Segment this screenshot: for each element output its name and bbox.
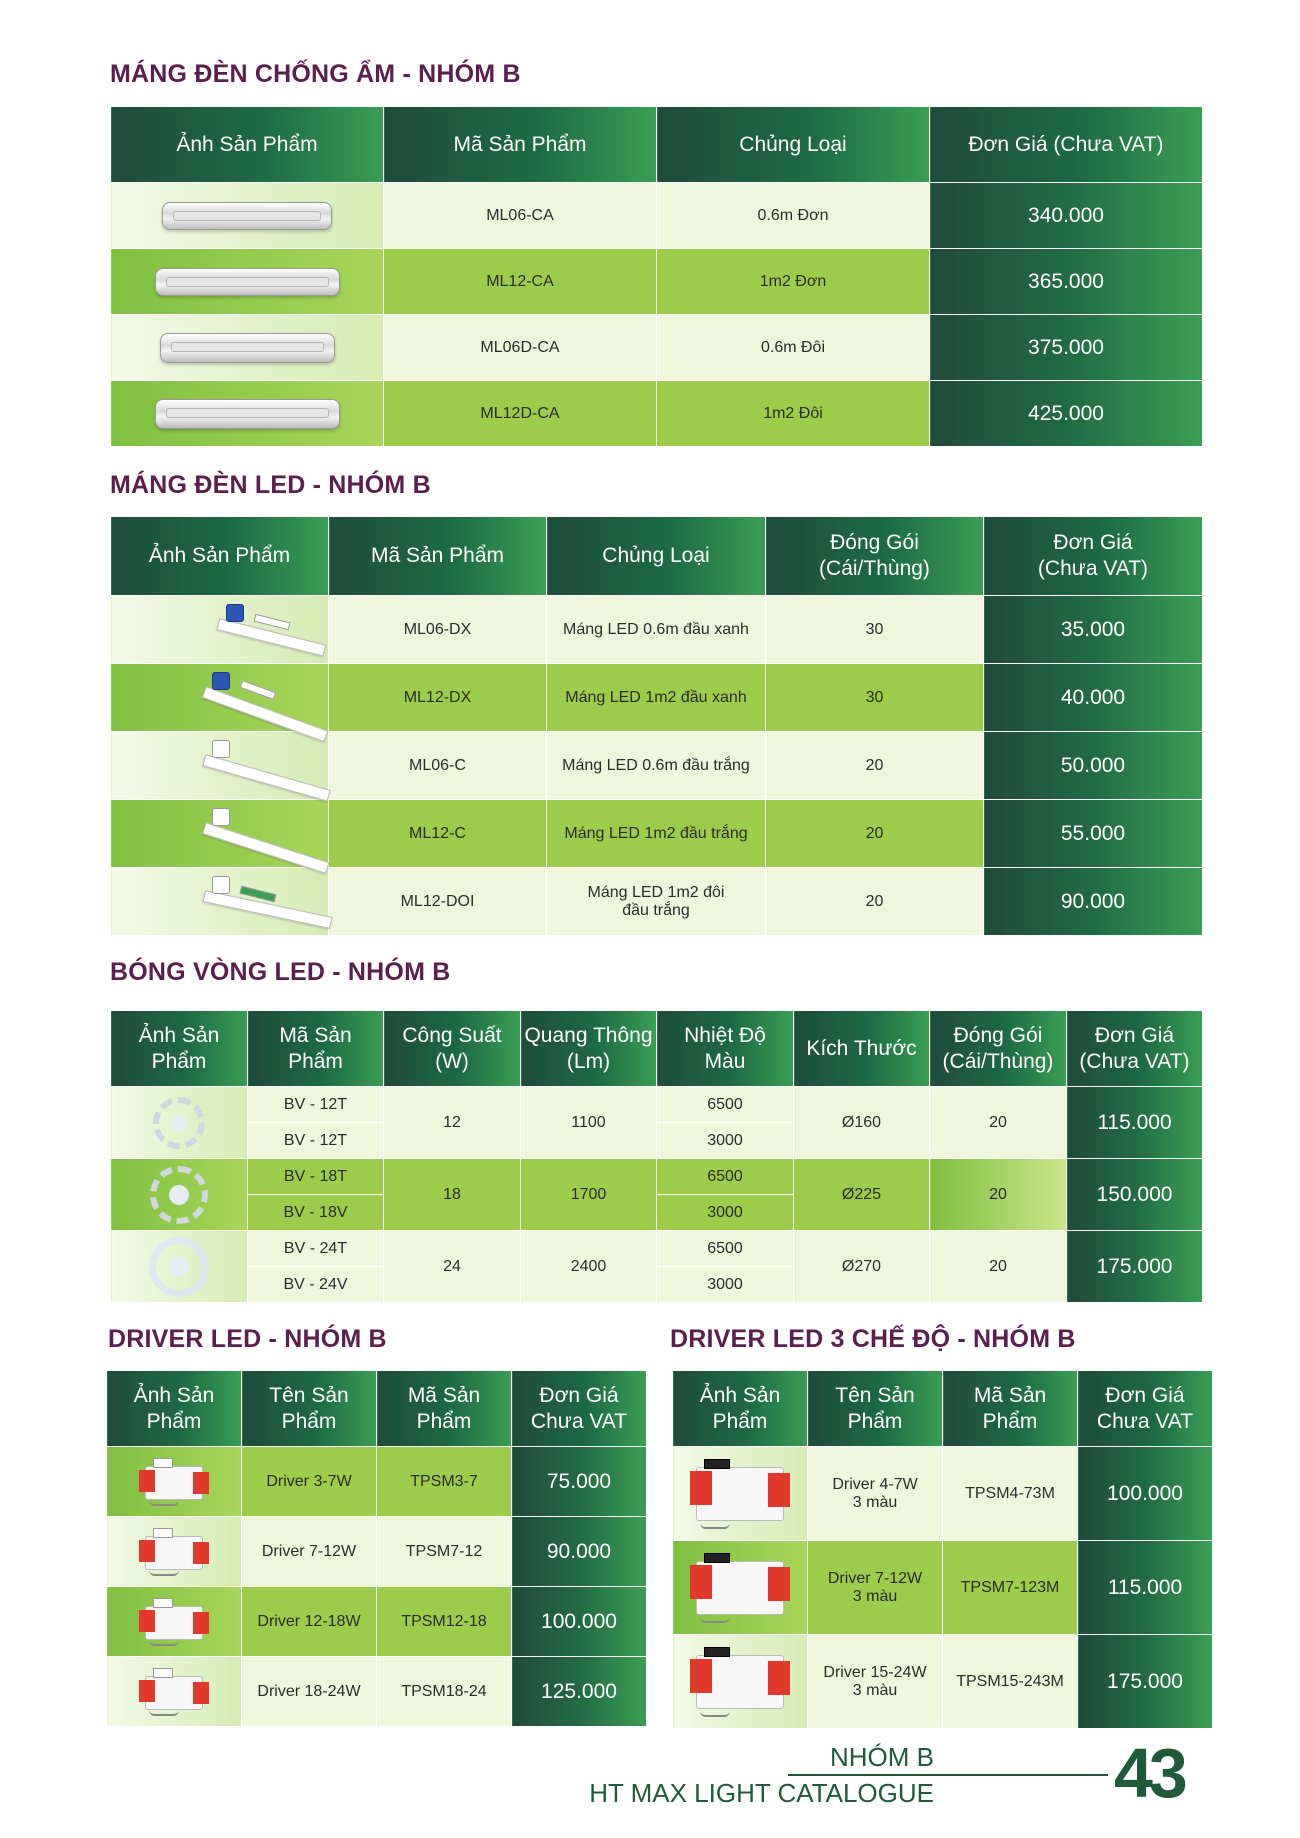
product-code: TPSM18-24 (377, 1657, 512, 1727)
header-image: Ảnh Sản Phẩm (111, 1011, 248, 1087)
product-temp: 3000 (657, 1195, 794, 1231)
product-price: 100.000 (1078, 1447, 1213, 1541)
footer-catalogue: HT MAX LIGHT CATALOGUE (589, 1778, 934, 1808)
product-pack: 30 (766, 596, 984, 664)
table-driver (106, 1370, 647, 1727)
header-image: Ảnh Sản Phẩm (111, 517, 329, 596)
product-image (111, 1159, 248, 1231)
product-price: 35.000 (984, 596, 1203, 664)
table-row (111, 1087, 1203, 1123)
section-title-bong-vong: BÓNG VÒNG LED - NHÓM B (110, 958, 451, 986)
header-price: Đơn Giá (Chưa VAT) (1067, 1011, 1203, 1087)
product-lumen: 1100 (521, 1087, 657, 1159)
product-pack: 30 (766, 664, 984, 732)
product-price: 100.000 (512, 1587, 647, 1657)
product-image (111, 315, 384, 381)
product-price: 115.000 (1078, 1541, 1213, 1635)
table-row (111, 800, 1203, 868)
product-price: 375.000 (930, 315, 1203, 381)
product-pack: 20 (766, 732, 984, 800)
table-row (673, 1541, 1213, 1635)
header-size: Kích Thước (794, 1011, 930, 1087)
section-title-mang-led: MÁNG ĐÈN LED - NHÓM B (110, 471, 431, 499)
table-mang-led (110, 516, 1203, 936)
product-temp: 3000 (657, 1267, 794, 1303)
product-power: 24 (384, 1231, 521, 1303)
product-type: Máng LED 1m2 đôi đầu trắng (547, 868, 766, 936)
table-row (107, 1587, 647, 1657)
product-code: TPSM7-123M (943, 1541, 1078, 1635)
page-number: 43 (1114, 1734, 1184, 1812)
header-type: Chủng Loại (547, 517, 766, 596)
product-price: 90.000 (512, 1517, 647, 1587)
product-image (673, 1447, 808, 1541)
product-image (111, 868, 329, 936)
table-row (111, 868, 1203, 936)
table-chong-am (110, 106, 1203, 447)
table-row (111, 664, 1203, 732)
header-image: Ảnh Sản Phẩm (107, 1371, 242, 1447)
product-code: TPSM4-73M (943, 1447, 1078, 1541)
product-price: 425.000 (930, 381, 1203, 447)
product-name: Driver 3-7W (242, 1447, 377, 1517)
product-image (107, 1517, 242, 1587)
product-code: ML06-C (329, 732, 547, 800)
product-code: ML12-DX (329, 664, 547, 732)
product-price: 55.000 (984, 800, 1203, 868)
product-temp: 6500 (657, 1231, 794, 1267)
product-code: ML06D-CA (384, 315, 657, 381)
product-type: 0.6m Đơn (657, 183, 930, 249)
header-image: Ảnh Sản Phẩm (673, 1371, 808, 1447)
product-type: Máng LED 0.6m đầu trắng (547, 732, 766, 800)
header-code: Mã Sản Phẩm (329, 517, 547, 596)
product-image (111, 249, 384, 315)
product-image (111, 664, 329, 732)
product-code: ML12-CA (384, 249, 657, 315)
product-image (111, 800, 329, 868)
table-row (107, 1447, 647, 1517)
product-name: Driver 4-7W 3 màu (808, 1447, 943, 1541)
product-price: 175.000 (1078, 1635, 1213, 1729)
product-image (111, 596, 329, 664)
product-code: BV - 18T (248, 1159, 384, 1195)
product-image (107, 1657, 242, 1727)
header-name: Tên Sản Phẩm (808, 1371, 943, 1447)
product-type: 1m2 Đôi (657, 381, 930, 447)
product-size: Ø225 (794, 1159, 930, 1231)
product-type: 1m2 Đơn (657, 249, 930, 315)
product-price: 90.000 (984, 868, 1203, 936)
product-price: 40.000 (984, 664, 1203, 732)
header-price: Đơn Giá (Chưa VAT) (930, 107, 1203, 183)
product-image (107, 1447, 242, 1517)
header-temp: Nhiệt Độ Màu (657, 1011, 794, 1087)
product-type: Máng LED 1m2 đầu xanh (547, 664, 766, 732)
product-type: Máng LED 1m2 đầu trắng (547, 800, 766, 868)
product-image (673, 1635, 808, 1729)
product-image (107, 1587, 242, 1657)
header-pack: Đóng Gói (Cái/Thùng) (766, 517, 984, 596)
product-type: 0.6m Đôi (657, 315, 930, 381)
product-image (673, 1541, 808, 1635)
table-row (111, 732, 1203, 800)
product-code: BV - 12T (248, 1087, 384, 1123)
product-temp: 6500 (657, 1159, 794, 1195)
product-power: 12 (384, 1087, 521, 1159)
product-temp: 3000 (657, 1123, 794, 1159)
product-pack: 20 (766, 800, 984, 868)
table-row (111, 1159, 1203, 1195)
footer-divider (788, 1774, 1108, 1776)
header-type: Chủng Loại (657, 107, 930, 183)
header-pack: Đóng Gói (Cái/Thùng) (930, 1011, 1067, 1087)
product-pack: 20 (930, 1159, 1067, 1231)
product-price: 50.000 (984, 732, 1203, 800)
table-row (673, 1447, 1213, 1541)
product-name: Driver 12-18W (242, 1587, 377, 1657)
product-code: BV - 12T (248, 1123, 384, 1159)
header-name: Tên Sản Phẩm (242, 1371, 377, 1447)
table-row (673, 1635, 1213, 1729)
product-code: ML06-DX (329, 596, 547, 664)
table-driver-3 (672, 1370, 1213, 1729)
product-price: 75.000 (512, 1447, 647, 1517)
product-price: 125.000 (512, 1657, 647, 1727)
product-code: TPSM15-243M (943, 1635, 1078, 1729)
product-code: BV - 24V (248, 1267, 384, 1303)
product-image (111, 381, 384, 447)
section-title-chong-am: MÁNG ĐÈN CHỐNG ẨM - NHÓM B (110, 60, 521, 88)
product-size: Ø270 (794, 1231, 930, 1303)
product-code: BV - 24T (248, 1231, 384, 1267)
header-price: Đơn Giá Chưa VAT (1078, 1371, 1213, 1447)
header-code: Mã Sản Phẩm (384, 107, 657, 183)
table-row (111, 315, 1203, 381)
product-image (111, 732, 329, 800)
header-price: Đơn Giá (Chưa VAT) (984, 517, 1203, 596)
product-code: ML06-CA (384, 183, 657, 249)
product-name: Driver 15-24W 3 màu (808, 1635, 943, 1729)
table-row (111, 381, 1203, 447)
product-lumen: 1700 (521, 1159, 657, 1231)
product-code: TPSM7-12 (377, 1517, 512, 1587)
header-price: Đơn Giá Chưa VAT (512, 1371, 647, 1447)
section-title-driver-3: DRIVER LED 3 CHẾ ĐỘ - NHÓM B (670, 1325, 1076, 1353)
header-code: Mã Sản Phẩm (248, 1011, 384, 1087)
header-code: Mã Sản Phẩm (377, 1371, 512, 1447)
product-code: ML12-DOI (329, 868, 547, 936)
product-price: 365.000 (930, 249, 1203, 315)
product-price: 175.000 (1067, 1231, 1203, 1303)
header-lumen: Quang Thông (Lm) (521, 1011, 657, 1087)
product-code: TPSM12-18 (377, 1587, 512, 1657)
product-pack: 20 (930, 1231, 1067, 1303)
product-image (111, 1231, 248, 1303)
table-bong-vong (110, 1010, 1203, 1303)
product-image (111, 183, 384, 249)
product-code: BV - 18V (248, 1195, 384, 1231)
product-price: 150.000 (1067, 1159, 1203, 1231)
header-power: Công Suất (W) (384, 1011, 521, 1087)
table-row (107, 1657, 647, 1727)
product-name: Driver 7-12W 3 màu (808, 1541, 943, 1635)
product-code: TPSM3-7 (377, 1447, 512, 1517)
table-row (111, 1231, 1203, 1267)
header-code: Mã Sản Phẩm (943, 1371, 1078, 1447)
header-image: Ảnh Sản Phẩm (111, 107, 384, 183)
table-row (107, 1517, 647, 1587)
product-type: Máng LED 0.6m đầu xanh (547, 596, 766, 664)
table-row (111, 249, 1203, 315)
product-pack: 20 (930, 1087, 1067, 1159)
product-price: 340.000 (930, 183, 1203, 249)
footer-group: NHÓM B (830, 1742, 934, 1772)
product-size: Ø160 (794, 1087, 930, 1159)
product-code: ML12D-CA (384, 381, 657, 447)
section-title-driver: DRIVER LED - NHÓM B (108, 1325, 387, 1353)
product-price: 115.000 (1067, 1087, 1203, 1159)
product-name: Driver 18-24W (242, 1657, 377, 1727)
table-row (111, 596, 1203, 664)
product-pack: 20 (766, 868, 984, 936)
product-name: Driver 7-12W (242, 1517, 377, 1587)
product-temp: 6500 (657, 1087, 794, 1123)
product-power: 18 (384, 1159, 521, 1231)
table-row (111, 183, 1203, 249)
product-lumen: 2400 (521, 1231, 657, 1303)
product-image (111, 1087, 248, 1159)
product-code: ML12-C (329, 800, 547, 868)
